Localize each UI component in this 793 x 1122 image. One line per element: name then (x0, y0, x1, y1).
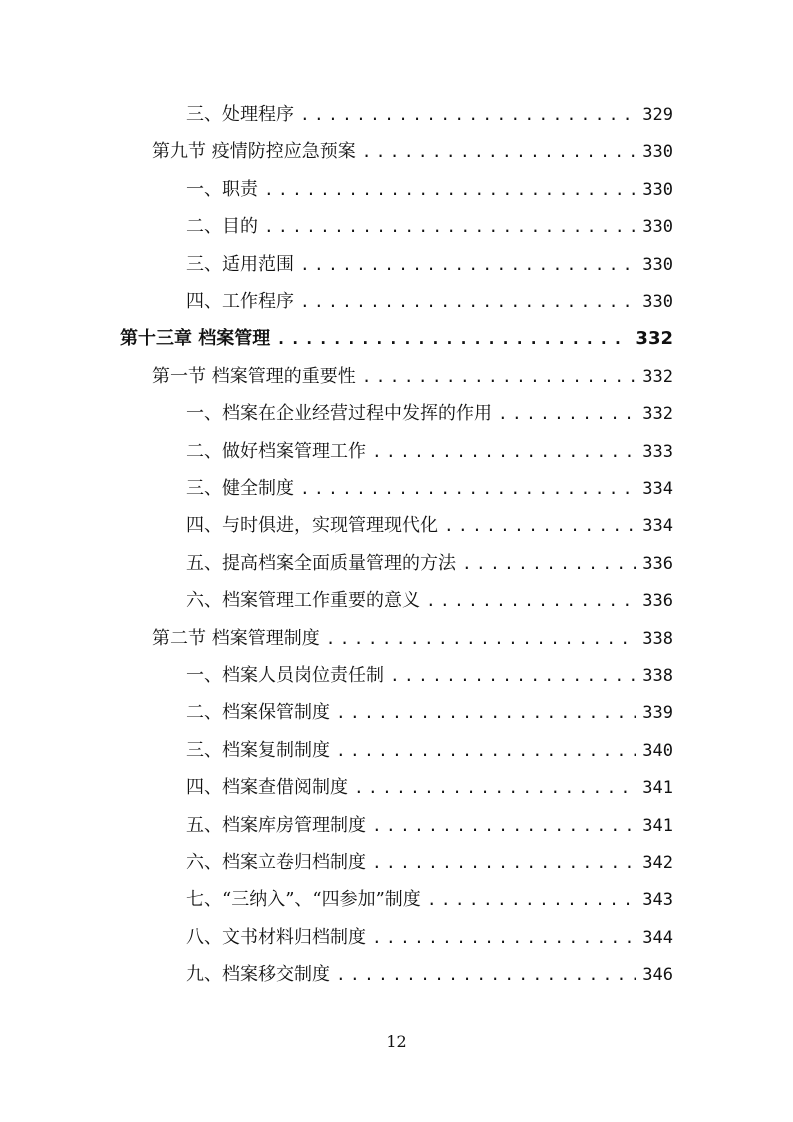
toc-dot-leader (336, 698, 636, 728)
toc-entry-page-number: 341 (642, 778, 673, 799)
toc-entry-page-number: 338 (642, 666, 673, 686)
toc-entry-page-number: 334 (642, 479, 673, 499)
toc-dot-leader (300, 474, 636, 504)
toc-dot-leader (326, 624, 637, 654)
toc-entry-page-number: 346 (642, 965, 673, 986)
toc-dot-leader (444, 511, 636, 541)
toc-entry-page-number: 332 (642, 404, 673, 425)
toc-entry-page-number: 342 (642, 853, 673, 873)
toc-entry-page-number: 332 (642, 366, 673, 387)
toc-entry-title: 第九节 疫情防控应急预案 (152, 141, 356, 163)
toc-entry-title: 四、工作程序 (186, 291, 294, 312)
toc-dot-leader (264, 175, 636, 205)
toc-entry-page-number: 329 (642, 105, 673, 125)
toc-entry-page-number: 334 (642, 516, 673, 537)
toc-subsection-entry[interactable] (186, 437, 673, 467)
toc-subsection-entry[interactable] (186, 399, 673, 429)
toc-subsection-entry[interactable] (186, 100, 673, 130)
page-number: 12 (386, 1032, 407, 1051)
toc-dot-leader (372, 811, 636, 841)
toc-dot-leader (462, 549, 636, 579)
toc-entry-page-number: 339 (642, 703, 673, 724)
toc-entry-page-number: 332 (635, 328, 673, 350)
toc-entry-page-number: 330 (642, 179, 673, 200)
toc-entry-title: 六、档案管理工作重要的意义 (186, 590, 420, 612)
toc-dot-leader (354, 773, 636, 803)
toc-entry-title: 第二节 档案管理制度 (152, 627, 320, 649)
toc-entry-title: 五、提高档案全面质量管理的方法 (186, 552, 456, 574)
toc-dot-leader (300, 100, 636, 130)
toc-entry-page-number: 343 (642, 890, 673, 911)
toc-entry-page-number: 341 (642, 815, 673, 836)
toc-entry-title: 三、档案复制制度 (186, 739, 330, 761)
toc-entry-page-number: 336 (642, 591, 673, 612)
toc-dot-leader (300, 250, 636, 280)
toc-entry-title: 四、与时俱进，实现管理现代化 (186, 515, 438, 537)
toc-dot-leader (427, 885, 636, 915)
toc-dot-leader (300, 287, 636, 317)
toc-entry-page-number: 330 (642, 142, 673, 163)
toc-entry-title: 二、做好档案管理工作 (186, 440, 366, 462)
toc-dot-leader (336, 960, 636, 990)
toc-entry-title: 九、档案移交制度 (186, 964, 330, 986)
toc-entry-page-number: 333 (642, 441, 673, 462)
toc-entry-title: 五、档案库房管理制度 (186, 814, 366, 836)
toc-chapter-entry[interactable] (120, 324, 673, 354)
toc-subsection-entry[interactable] (186, 474, 673, 504)
toc-entry-page-number: 336 (642, 553, 673, 574)
toc-subsection-entry[interactable] (186, 811, 673, 841)
toc-entry-page-number: 330 (642, 292, 673, 312)
toc-entry-title: 四、档案查借阅制度 (186, 777, 348, 799)
toc-entry-title: 第一节 档案管理的重要性 (152, 365, 356, 387)
toc-entry-title: 一、职责 (186, 178, 258, 200)
toc-subsection-entry[interactable] (186, 736, 673, 766)
toc-entry-title: 第十三章 档案管理 (120, 328, 271, 350)
toc-entry-page-number: 330 (642, 217, 673, 238)
toc-entry-title: 六、档案立卷归档制度 (186, 852, 366, 873)
toc-entry-page-number: 344 (642, 927, 673, 948)
toc-subsection-entry[interactable] (186, 586, 673, 616)
toc-dot-leader (336, 736, 636, 766)
toc-dot-leader (372, 848, 636, 878)
toc-subsection-entry[interactable] (186, 960, 673, 990)
toc-dot-leader (362, 362, 637, 392)
toc-entry-page-number: 338 (642, 628, 673, 649)
toc-subsection-entry[interactable] (186, 698, 673, 728)
toc-entry-title: 三、健全制度 (186, 478, 294, 499)
toc-subsection-entry[interactable] (186, 175, 673, 205)
toc-section-entry[interactable] (152, 137, 673, 167)
toc-entry-title: 一、档案人员岗位责任制 (186, 665, 384, 686)
toc-subsection-entry[interactable] (186, 773, 673, 803)
toc-dot-leader (426, 586, 636, 616)
toc-entry-title: 七、“三纳入”、“四参加”制度 (186, 889, 421, 911)
toc-subsection-entry[interactable] (186, 287, 673, 317)
toc-section-entry[interactable] (152, 624, 673, 654)
toc-subsection-entry[interactable] (186, 212, 673, 242)
toc-subsection-entry[interactable] (186, 661, 673, 691)
toc-subsection-entry[interactable] (186, 250, 673, 280)
toc-dot-leader (498, 399, 636, 429)
toc-dot-leader (372, 923, 636, 953)
toc-dot-leader (264, 212, 636, 242)
toc-entry-title: 二、档案保管制度 (186, 702, 330, 724)
toc-entry-title: 二、目的 (186, 216, 258, 238)
toc-subsection-entry[interactable] (186, 848, 673, 878)
toc-entry-page-number: 340 (642, 740, 673, 761)
toc-section-entry[interactable] (152, 362, 673, 392)
toc-subsection-entry[interactable] (186, 511, 673, 541)
toc-dot-leader (276, 324, 629, 354)
toc-entry-page-number: 330 (642, 254, 673, 275)
toc-entry-title: 三、适用范围 (186, 253, 294, 275)
toc-subsection-entry[interactable] (186, 549, 673, 579)
toc-dot-leader (390, 661, 636, 691)
toc-subsection-entry[interactable] (186, 885, 673, 915)
toc-subsection-entry[interactable] (186, 923, 673, 953)
toc-entry-title: 三、处理程序 (186, 104, 294, 125)
toc-entry-title: 八、文书材料归档制度 (186, 926, 366, 948)
toc-dot-leader (362, 137, 637, 167)
toc-dot-leader (372, 437, 636, 467)
toc-entry-title: 一、档案在企业经营过程中发挥的作用 (186, 403, 492, 425)
